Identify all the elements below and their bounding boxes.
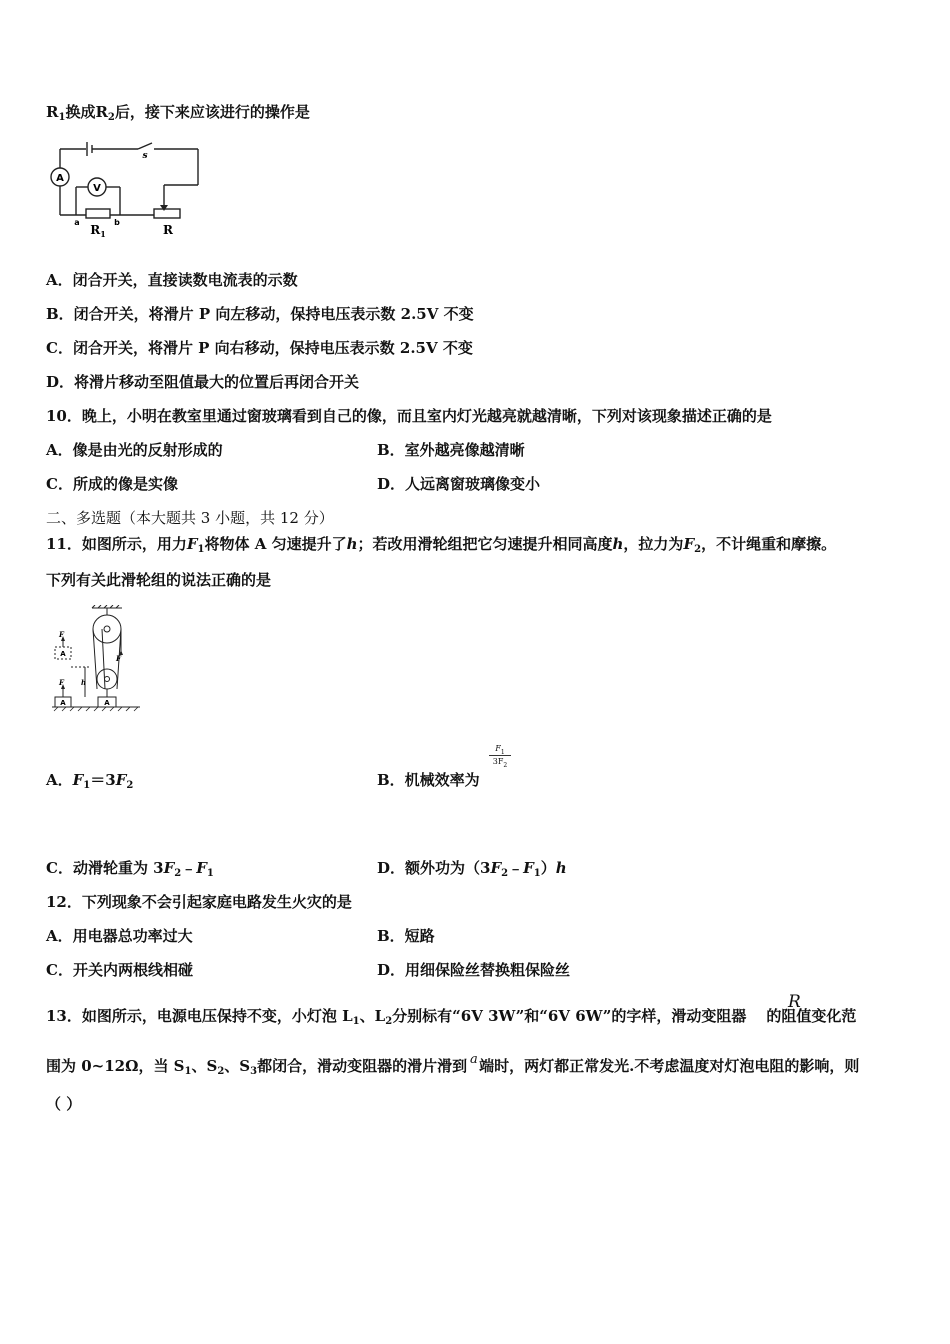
q13-a-symbol: a — [470, 1052, 478, 1067]
circuit-diagram — [46, 135, 206, 240]
q12-option-a: A．用电器总功率过大 — [46, 927, 193, 945]
q9-stem: $R_1$换成$R_2$后，接下来应该进行的操作是 — [46, 103, 310, 123]
fig-a-dashed-label: A — [60, 650, 66, 658]
q11-stem-line1: 11．如图所示，用力$F_1$将物体 A 匀速提升了h；若改用滑轮组把它匀速提升相同高度h，拉力为$F_2$，不计绳重和摩擦。 — [46, 535, 837, 555]
q11-option-d: D．额外功为$(3F_2﹣F_1)h$ — [377, 859, 567, 879]
fig-f2-label: F — [116, 654, 121, 663]
q10-option-a: A．像是由光的反射形成的 — [46, 441, 223, 459]
efficiency-fraction: $F_1$ $3F_2$ — [489, 744, 511, 767]
fig-h-label: h — [81, 678, 87, 687]
q11-option-a: A．$F_1=3F_2$ — [46, 771, 134, 791]
q11-option-c: C．动滑轮重为 $3F_2﹣F_1$ — [46, 859, 214, 879]
q11-option-b: B．机械效率为 — [377, 771, 480, 789]
section-heading: 二、多选题（本大题共 3 小题，共 12 分） — [46, 509, 334, 527]
q9-option-a: A．闭合开关，直接读数电流表的示数 — [46, 271, 298, 289]
fig-f1-label-top: F — [59, 630, 64, 639]
voltmeter-label: V — [93, 183, 101, 194]
ammeter-label: A — [56, 173, 64, 184]
switch-label: s — [142, 151, 148, 161]
point-a-label: a — [74, 218, 80, 227]
q10-stem: 10．晚上，小明在教室里通过窗玻璃看到自己的像，而且室内灯光越亮就越清晰，下列对该现象描述正确的是 — [46, 407, 772, 425]
fig-f1-label-bottom: F — [59, 678, 64, 687]
q9-option-d: D．将滑片移动至阻值最大的位置后再闭合开关 — [46, 373, 360, 391]
fig-a-right-label: A — [104, 699, 110, 707]
q12-option-b: B．短路 — [377, 927, 435, 945]
q9-option-c: C．闭合开关，将滑片 P 向右移动，保持电压表示数 2.5V 不变 — [46, 339, 473, 357]
r1-sub-label: 1 — [100, 229, 106, 239]
q12-option-d: D．用细保险丝替换粗保险丝 — [377, 961, 571, 979]
q10-option-d: D．人远离窗玻璃像变小 — [377, 475, 541, 493]
q12-stem: 12．下列现象不会引起家庭电路发生火灾的是 — [46, 893, 352, 911]
q13-answer-parens: （ ） — [46, 1095, 82, 1113]
r-label: R — [163, 223, 173, 237]
r1-label: R — [90, 223, 101, 237]
q12-option-c: C．开关内两根线相碰 — [46, 961, 193, 979]
q13-stem-line2: 围为 0~12Ω，当 $S_1$、$S_2$、$S_3$都闭合，滑动变阻器的滑片滑到 端时，两灯都正常发光.不考虑温度对灯泡电阻的影响，则 — [46, 1057, 860, 1077]
svg-text:R1 — [90, 223, 106, 239]
pulley-diagram — [50, 605, 150, 717]
fig-a-left-label: A — [60, 699, 66, 707]
q13-stem-line1: 13．如图所示，电源电压保持不变，小灯泡 $L_1$、$L_2$分别标有“6V 3W”和“6V 6W”的字样，滑动变阻器 的阻值变化范 — [46, 1007, 857, 1027]
q10-option-c: C．所成的像是实像 — [46, 475, 178, 493]
q11-stem-line2: 下列有关此滑轮组的说法正确的是 — [46, 571, 272, 589]
q9-option-b: B．闭合开关，将滑片 P 向左移动，保持电压表示数 2.5V 不变 — [46, 305, 474, 323]
q10-option-b: B．室外越亮像越清晰 — [377, 441, 525, 459]
point-b-label: b — [114, 218, 120, 227]
q13-r-symbol: R — [788, 992, 801, 1012]
